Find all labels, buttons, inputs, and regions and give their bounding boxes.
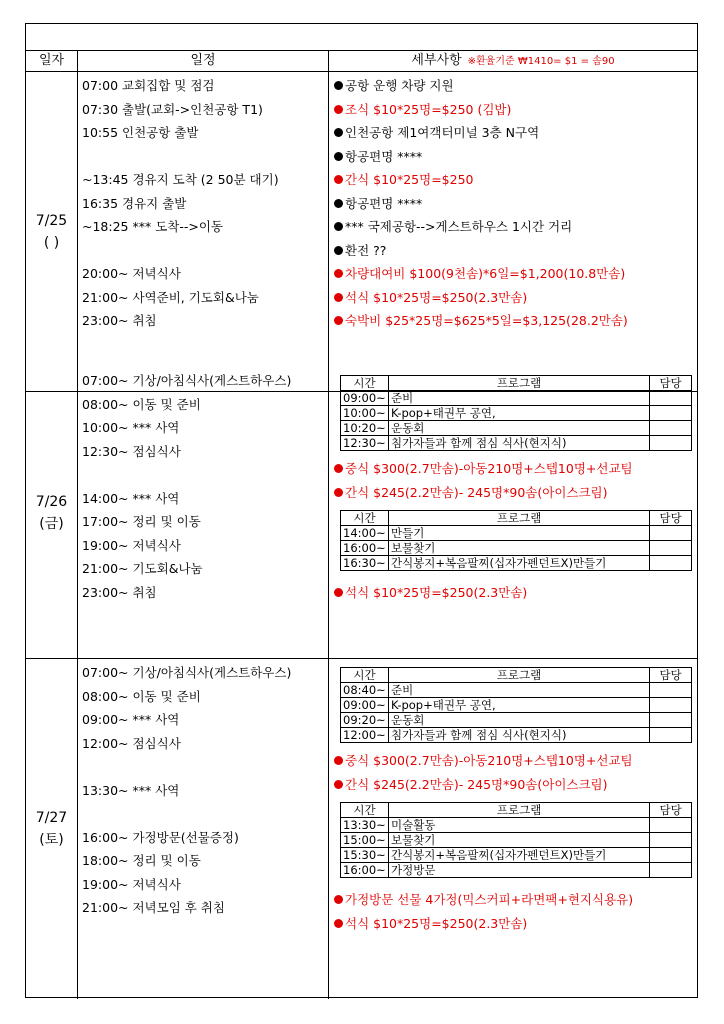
bullet-icon: [334, 152, 343, 161]
schedule-item: 07:00~ 기상/아침식사(게스트하우스): [82, 373, 292, 388]
program-time: 12:30~: [341, 436, 389, 451]
program-owner: [650, 863, 692, 878]
detail-cell: [329, 659, 697, 999]
program-row: [341, 436, 692, 451]
detail-text: 간식 $245(2.2만솜)- 245명*90솜(아이스크림): [345, 776, 608, 792]
program-owner: [650, 526, 692, 541]
schedule-gap: [82, 463, 328, 487]
program-owner: [650, 556, 692, 571]
time-header: 시간: [341, 376, 389, 391]
schedule-gap: [82, 239, 328, 263]
detail-text: 간식 $245(2.2만솜)- 245명*90솜(아이스크림): [345, 484, 608, 500]
detail-text: 항공편명 ****: [345, 148, 423, 164]
program-time: 16:00~: [341, 541, 389, 556]
bullet-icon: [334, 756, 343, 765]
bullet-icon: [334, 199, 343, 208]
schedule-item: 23:00~ 취침: [82, 584, 157, 600]
detail-item: [334, 239, 697, 263]
bullet-icon: [334, 81, 343, 90]
detail-text: 가정방문 선물 4가정(믹스커피+라면팩+현지식용유): [345, 892, 634, 907]
day-date-cell: [26, 72, 78, 391]
program-header-row: [341, 376, 692, 391]
owner-header: 담당: [650, 511, 692, 526]
schedule-gap: [82, 145, 328, 169]
detail-text: 인천공항 제1여객터미널 3층 N구역: [345, 125, 540, 140]
program-time: 09:00~: [341, 698, 389, 713]
program-owner: [650, 848, 692, 863]
detail-item: [334, 888, 697, 912]
schedule-cell: [78, 659, 329, 999]
program-name: 보물찾기: [388, 541, 649, 556]
detail-item: [334, 912, 697, 936]
schedule-item: 14:00~ *** 사역: [82, 490, 180, 506]
detail-item: [334, 309, 697, 333]
program-header: 프로그램: [388, 376, 649, 391]
program-row: [341, 541, 692, 556]
program-name: 운동회: [388, 421, 649, 436]
program-owner: [650, 713, 692, 728]
detail-text: 석식 $10*25명=$250(2.3만솜): [345, 915, 528, 931]
owner-header: 담당: [650, 376, 692, 391]
program-owner: [650, 436, 692, 451]
program-owner: [650, 818, 692, 833]
schedule-item: 20:00~ 저녁식사: [82, 266, 181, 281]
schedule-item: 16:35 경유지 출발: [82, 195, 187, 211]
schedule-cell: [78, 367, 329, 658]
day-date-cell: [26, 659, 78, 999]
header-date: [26, 51, 78, 72]
program-name: 보물찾기: [388, 833, 649, 848]
program-owner: [650, 406, 692, 421]
program-row: [341, 526, 692, 541]
detail-text: 항공편명 ****: [345, 195, 423, 211]
program-owner: [650, 683, 692, 698]
program-header-row: [341, 803, 692, 818]
program-time: 16:30~: [341, 556, 389, 571]
schedule-item: 12:30~ 점심식사: [82, 443, 181, 459]
day-weekday: (금): [39, 515, 64, 532]
program-table-afternoon: [340, 510, 692, 571]
detail-item: [334, 145, 697, 169]
schedule-item: 10:00~ *** 사역: [82, 420, 180, 435]
program-owner: [650, 421, 692, 436]
program-name: 미술활동: [388, 818, 649, 833]
detail-item: [334, 215, 697, 239]
schedule-gap: [82, 755, 328, 779]
program-name: 만들기: [388, 526, 649, 541]
day-weekday: ( ): [43, 234, 60, 251]
bullet-icon: [334, 316, 343, 325]
program-name: 침가자들과 함께 점심 식사(현지식): [388, 728, 649, 743]
detail-text: 중식 $300(2.7만솜)-아동210명+스텝10명+선교팀: [345, 753, 633, 768]
detail-item: [334, 98, 697, 122]
header-date-label: 일자: [38, 53, 65, 68]
program-row: [341, 818, 692, 833]
title-row: [26, 24, 697, 51]
program-name: K-pop+태권무 공연,: [388, 698, 649, 713]
header-detail-label: 세부사항: [411, 53, 462, 68]
schedule-item: 19:00~ 저녁식사: [82, 876, 181, 892]
detail-item: [334, 121, 697, 145]
owner-header: 담당: [650, 668, 692, 683]
program-time: 10:20~: [341, 421, 389, 436]
program-time: 10:00~: [341, 406, 389, 421]
schedule-item: 19:00~ 저녁식사: [82, 537, 181, 553]
program-table-morning: [340, 667, 692, 743]
detail-text: 조식 $10*25명=$250 (김밥): [345, 101, 512, 117]
schedule-item: ~13:45 경유지 도착 (2 50분 대기): [82, 172, 279, 187]
detail-item: [334, 773, 697, 797]
program-row: [341, 863, 692, 878]
detail-text: 간식 $10*25명=$250: [345, 172, 474, 187]
program-header-row: [341, 511, 692, 526]
detail-text: 환전 ??: [345, 242, 387, 258]
program-time: 15:00~: [341, 833, 389, 848]
detail-item: [334, 286, 697, 310]
day-date: 7/27: [35, 810, 68, 826]
bullet-icon: [334, 588, 343, 597]
program-owner: [650, 698, 692, 713]
program-owner: [650, 833, 692, 848]
program-row: [341, 556, 692, 571]
schedule-item: 21:00~ 저녁모임 후 취침: [82, 900, 225, 915]
detail-text: 숙박비 $25*25명=$625*5일=$3,125(28.2만솜): [345, 313, 628, 328]
program-name: 준비: [388, 683, 649, 698]
schedule-item: 16:00~ 가정방문(선물증정): [82, 829, 239, 845]
program-header: 프로그램: [388, 511, 649, 526]
program-row: [341, 698, 692, 713]
detail-item: [334, 74, 697, 98]
program-owner: [650, 541, 692, 556]
program-row: [341, 713, 692, 728]
program-row: [341, 406, 692, 421]
day-date: 7/25: [35, 212, 68, 229]
detail-cell: [329, 72, 697, 391]
program-time: 13:30~: [341, 818, 389, 833]
program-header-row: [341, 668, 692, 683]
bullet-icon: [334, 464, 343, 473]
program-time: 14:00~: [341, 526, 389, 541]
bullet-icon: [334, 488, 343, 497]
day-row-0727: [26, 659, 697, 999]
program-row: [341, 421, 692, 436]
detail-item: [334, 192, 697, 216]
schedule-item: 10:55 인천공항 출발: [82, 125, 199, 140]
program-time: 09:00~: [341, 391, 389, 406]
program-name: 침가자들과 함께 점심 식사(현지식): [388, 436, 649, 451]
program-name: K-pop+태권무 공연,: [388, 406, 649, 421]
detail-cell: [329, 367, 697, 658]
schedule-item: 12:00~ 점심식사: [82, 735, 181, 751]
bullet-icon: [334, 293, 343, 302]
program-time: 15:30~: [341, 848, 389, 863]
bullet-icon: [334, 269, 343, 278]
schedule-item: 23:00~ 취침: [82, 313, 157, 328]
time-header: 시간: [341, 511, 389, 526]
day-date: 7/26: [35, 493, 68, 510]
time-header: 시간: [341, 803, 389, 818]
detail-text: 차량대여비 $100(9천솜)*6일=$1,200(10.8만솜): [345, 266, 626, 281]
program-time: 08:40~: [341, 683, 389, 698]
schedule-item: 21:00~ 사역준비, 기도회&나눔: [82, 289, 259, 305]
owner-header: 담당: [650, 803, 692, 818]
schedule-item: 17:00~ 정리 및 이동: [82, 514, 201, 529]
detail-text: 석식 $10*25명=$250(2.3만솜): [345, 585, 528, 600]
detail-item: [334, 481, 697, 505]
program-header: 프로그램: [388, 803, 649, 818]
day-weekday: (토): [39, 832, 64, 848]
bullet-icon: [334, 222, 343, 231]
schedule-item: 07:00~ 기상/아침식사(게스트하우스): [82, 665, 292, 680]
detail-item: [334, 262, 697, 286]
program-name: 준비: [388, 391, 649, 406]
schedule-item: 08:00~ 이동 및 준비: [82, 396, 201, 412]
detail-item: [334, 749, 697, 773]
schedule-item: 21:00~ 기도회&나눔: [82, 561, 203, 576]
bullet-icon: [334, 780, 343, 789]
program-row: [341, 728, 692, 743]
bullet-icon: [334, 895, 343, 904]
detail-item: [334, 581, 697, 605]
exchange-rate-note: ※환율기준 ₩1410= $1 = 솜90: [467, 56, 615, 67]
program-name: 간식봉지+복음팔찌(십자가펜던트X)만들기: [388, 556, 649, 571]
bullet-icon: [334, 246, 343, 255]
schedule-cell: [78, 72, 329, 391]
program-owner: [650, 728, 692, 743]
detail-text: 중식 $300(2.7만솜)-아동210명+스텝10명+선교팀: [345, 461, 633, 476]
program-header: 프로그램: [388, 668, 649, 683]
program-time: 12:00~: [341, 728, 389, 743]
program-time: 09:20~: [341, 713, 389, 728]
program-table-afternoon: [340, 802, 692, 878]
day-row-0725: [26, 72, 697, 392]
schedule-item: 13:30~ *** 사역: [82, 782, 180, 798]
bullet-icon: [334, 175, 343, 184]
bullet-icon: [334, 919, 343, 928]
schedule-item: ~18:25 *** 도착-->이동: [82, 219, 223, 234]
detail-text: 공항 운행 차량 지원: [345, 78, 454, 93]
schedule-gap: [82, 802, 328, 826]
time-header: 시간: [341, 668, 389, 683]
schedule-item: 09:00~ *** 사역: [82, 712, 180, 727]
program-owner: [650, 391, 692, 406]
schedule-item: 18:00~ 정리 및 이동: [82, 853, 201, 868]
program-time: 16:00~: [341, 863, 389, 878]
itinerary-sheet: [25, 23, 698, 998]
program-row: [341, 391, 692, 406]
program-row: [341, 833, 692, 848]
header-schedule: [78, 51, 329, 72]
program-name: 간식봉지+복음팔찌(십자가펜던트X)만들기: [388, 848, 649, 863]
day-date-cell: [26, 367, 78, 658]
schedule-item: 07:30 출발(교회->인천공항 T1): [82, 101, 263, 117]
program-row: [341, 683, 692, 698]
detail-text: 석식 $10*25명=$250(2.3만솜): [345, 289, 528, 305]
detail-item: [334, 457, 697, 481]
bullet-icon: [334, 105, 343, 114]
header-detail: [329, 51, 697, 72]
bullet-icon: [334, 128, 343, 137]
schedule-item: 07:00 교회집합 및 점검: [82, 78, 215, 93]
detail-item: [334, 168, 697, 192]
header-schedule-label: 일정: [190, 53, 216, 68]
program-name: 운동회: [388, 713, 649, 728]
schedule-item: 08:00~ 이동 및 준비: [82, 688, 201, 704]
day-row-0726: [26, 367, 697, 659]
program-name: 가정방문: [388, 863, 649, 878]
program-row: [341, 848, 692, 863]
detail-text: *** 국제공항-->게스트하우스 1시간 거리: [345, 219, 573, 234]
program-table-morning: [340, 375, 692, 451]
